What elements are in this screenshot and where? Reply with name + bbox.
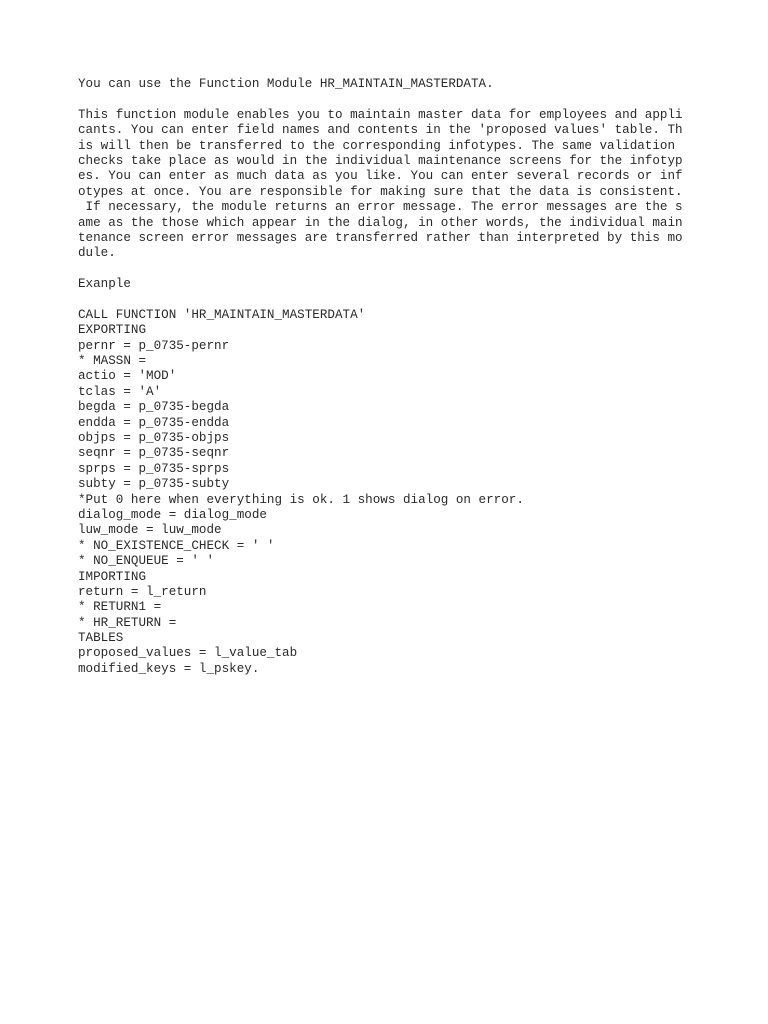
code-line: actio = 'MOD' — [78, 369, 177, 384]
paragraph-line: tenance screen error messages are transferred rather than interpreted by this mo — [78, 230, 683, 245]
code-line: * RETURN1 = — [78, 600, 162, 615]
code-line: proposed_values = l_value_tab — [78, 646, 298, 661]
code-line: sprps = p_0735-sprps — [78, 461, 230, 476]
code-line: dialog_mode = dialog_mode — [78, 507, 267, 522]
intro-line: You can use the Function Module HR_MAINTAIN_MASTERDATA. — [78, 77, 494, 91]
paragraph-line: es. You can enter as much data as you like. You can enter several records or inf — [78, 169, 683, 184]
blank-line — [78, 292, 698, 307]
code-line: CALL FUNCTION 'HR_MAINTAIN_MASTERDATA' — [78, 307, 366, 322]
example-heading: Exanple — [78, 277, 131, 292]
code-line: begda = p_0735-begda — [78, 400, 230, 415]
paragraph-line: is will then be transferred to the corresponding infotypes. The same validation — [78, 138, 676, 153]
code-line: TABLES — [78, 631, 124, 646]
code-line: * NO_ENQUEUE = ' ' — [78, 554, 215, 569]
code-line: luw_mode = luw_mode — [78, 523, 222, 538]
paragraph-line: ame as the those which appear in the dialog, in other words, the individual main — [78, 215, 683, 230]
code-line: IMPORTING — [78, 569, 147, 584]
paragraph-line: If necessary, the module returns an error message. The error messages are the s — [78, 200, 683, 215]
code-line: seqnr = p_0735-seqnr — [78, 446, 230, 461]
blank-line — [78, 262, 698, 277]
document-text — [78, 77, 698, 677]
code-line: objps = p_0735-objps — [78, 430, 230, 445]
code-line: tclas = 'A' — [78, 384, 162, 399]
paragraph-line: dule. — [78, 246, 116, 261]
blank-line — [78, 92, 698, 107]
code-line: EXPORTING — [78, 323, 147, 338]
paragraph-line: This function module enables you to maintain master data for employees and appli — [78, 107, 683, 122]
code-line: * MASSN = — [78, 354, 147, 369]
code-line: * HR_RETURN = — [78, 615, 177, 630]
code-line: *Put 0 here when everything is ok. 1 shows dialog on error. — [78, 492, 524, 507]
paragraph-line: cants. You can enter field names and contents in the 'proposed values' table. Th — [78, 123, 683, 138]
code-line: modified_keys = l_pskey. — [78, 661, 260, 676]
code-line: return = l_return — [78, 584, 207, 599]
code-line: * NO_EXISTENCE_CHECK = ' ' — [78, 538, 275, 553]
code-line: endda = p_0735-endda — [78, 415, 230, 430]
paragraph-line: checks take place as would in the individual maintenance screens for the infotyp — [78, 153, 683, 168]
code-line: subty = p_0735-subty — [78, 477, 230, 492]
code-line: pernr = p_0735-pernr — [78, 338, 230, 353]
paragraph-line: otypes at once. You are responsible for making sure that the data is consistent. — [78, 184, 683, 199]
